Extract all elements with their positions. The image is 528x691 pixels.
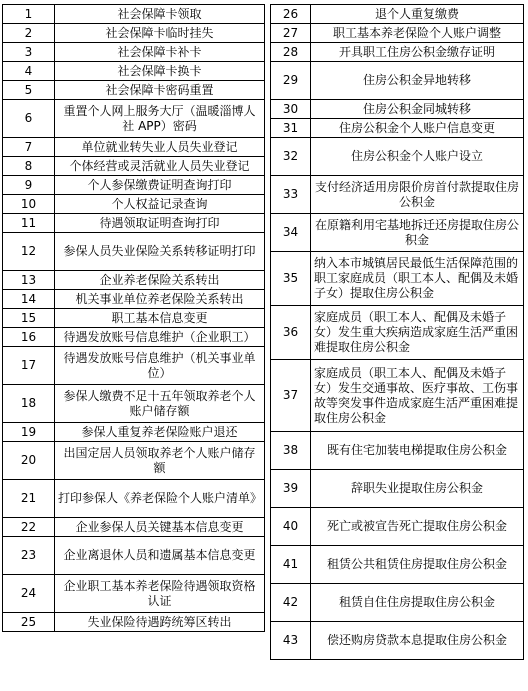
service-item: 支付经济适用房限价房首付款提取住房公积金 — [311, 176, 524, 214]
service-item: 住房公积金个人账户设立 — [311, 138, 524, 176]
table-row — [3, 214, 265, 233]
row-number: 1 — [3, 5, 55, 24]
row-number: 16 — [3, 328, 55, 347]
table-row — [3, 575, 265, 613]
row-number: 37 — [271, 360, 311, 432]
table-row — [3, 43, 265, 62]
table-row — [271, 432, 524, 470]
service-item: 职工基本信息变更 — [55, 309, 265, 328]
service-item: 既有住宅加装电梯提取住房公积金 — [311, 432, 524, 470]
service-item: 待遇领取证明查询打印 — [55, 214, 265, 233]
row-number: 7 — [3, 138, 55, 157]
row-number: 8 — [3, 157, 55, 176]
service-item: 企业养老保险关系转出 — [55, 271, 265, 290]
row-number: 18 — [3, 385, 55, 423]
row-number: 29 — [271, 62, 311, 100]
table-row — [3, 233, 265, 271]
row-number: 9 — [3, 176, 55, 195]
table-row — [3, 138, 265, 157]
table-row — [3, 62, 265, 81]
table-row — [3, 518, 265, 537]
row-number: 3 — [3, 43, 55, 62]
row-number: 25 — [3, 613, 55, 632]
table-row — [3, 5, 265, 24]
table-row — [271, 584, 524, 622]
service-item: 辞职失业提取住房公积金 — [311, 470, 524, 508]
service-item: 个人权益记录查询 — [55, 195, 265, 214]
row-number: 22 — [3, 518, 55, 537]
service-item: 家庭成员（职工本人、配偶及未婚子女）发生交通事故、医疗事故、工伤事故等突发事件造成家庭生活严重困难提取住房公积金 — [311, 360, 524, 432]
row-number: 32 — [271, 138, 311, 176]
table-row — [271, 62, 524, 100]
service-item: 参保人重复养老保险账户退还 — [55, 423, 265, 442]
service-item: 开具职工住房公积金缴存证明 — [311, 43, 524, 62]
row-number: 2 — [3, 24, 55, 43]
service-item: 社会保障卡补卡 — [55, 43, 265, 62]
row-number: 17 — [3, 347, 55, 385]
service-item: 社会保障卡领取 — [55, 5, 265, 24]
service-item: 纳入本市城镇居民最低生活保障范围的职工家庭成员（职工本人、配偶及未婚子女）提取住房公积金 — [311, 252, 524, 306]
table-row — [271, 360, 524, 432]
table-row — [3, 385, 265, 423]
service-item: 个体经营或灵活就业人员失业登记 — [55, 157, 265, 176]
row-number: 39 — [271, 470, 311, 508]
table-row — [3, 309, 265, 328]
row-number: 42 — [271, 584, 311, 622]
service-item: 参保人员失业保险关系转移证明打印 — [55, 233, 265, 271]
row-number: 28 — [271, 43, 311, 62]
right-table-body — [271, 5, 524, 660]
table-row — [3, 195, 265, 214]
table-row — [3, 480, 265, 518]
table-row — [271, 508, 524, 546]
row-number: 36 — [271, 306, 311, 360]
row-number: 26 — [271, 5, 311, 24]
table-row — [3, 157, 265, 176]
row-number: 10 — [3, 195, 55, 214]
row-number: 43 — [271, 622, 311, 660]
table-row — [3, 24, 265, 43]
table-row — [3, 271, 265, 290]
service-item: 住房公积金个人账户信息变更 — [311, 119, 524, 138]
table-row — [271, 43, 524, 62]
row-number: 23 — [3, 537, 55, 575]
row-number: 15 — [3, 309, 55, 328]
table-row — [3, 537, 265, 575]
table-row — [271, 252, 524, 306]
service-item: 企业职工基本养老保险待遇领取资格认证 — [55, 575, 265, 613]
table-row — [271, 119, 524, 138]
service-item: 待遇发放账号信息维护（企业职工） — [55, 328, 265, 347]
service-item: 机关事业单位养老保险关系转出 — [55, 290, 265, 309]
row-number: 35 — [271, 252, 311, 306]
row-number: 21 — [3, 480, 55, 518]
table-row — [271, 306, 524, 360]
service-item: 住房公积金异地转移 — [311, 62, 524, 100]
service-item: 社会保障卡密码重置 — [55, 81, 265, 100]
table-row — [3, 613, 265, 632]
row-number: 24 — [3, 575, 55, 613]
row-number: 38 — [271, 432, 311, 470]
table-row — [271, 5, 524, 24]
service-table-left — [2, 4, 265, 632]
service-item: 职工基本养老保险个人账户调整 — [311, 24, 524, 43]
row-number: 41 — [271, 546, 311, 584]
row-number: 40 — [271, 508, 311, 546]
service-item: 出国定居人员领取养老个人账户储存额 — [55, 442, 265, 480]
service-item: 租赁自住住房提取住房公积金 — [311, 584, 524, 622]
row-number: 11 — [3, 214, 55, 233]
table-row — [271, 546, 524, 584]
table-row — [271, 214, 524, 252]
service-item: 失业保险待遇跨统筹区转出 — [55, 613, 265, 632]
row-number: 31 — [271, 119, 311, 138]
service-item: 待遇发放账号信息维护（机关事业单位） — [55, 347, 265, 385]
table-row — [3, 100, 265, 138]
service-item: 参保人缴费不足十五年领取养老个人账户储存额 — [55, 385, 265, 423]
row-number: 20 — [3, 442, 55, 480]
row-number: 6 — [3, 100, 55, 138]
service-item: 重置个人网上服务大厅（温暖淄博人社 APP）密码 — [55, 100, 265, 138]
service-item: 住房公积金同城转移 — [311, 100, 524, 119]
service-table-right — [270, 4, 524, 660]
row-number: 13 — [3, 271, 55, 290]
service-item: 在原籍利用宅基地拆迁还房提取住房公积金 — [311, 214, 524, 252]
table-row — [3, 81, 265, 100]
row-number: 34 — [271, 214, 311, 252]
table-row — [271, 24, 524, 43]
table-row — [3, 442, 265, 480]
left-table-body — [3, 5, 265, 632]
table-row — [271, 470, 524, 508]
service-item: 租赁公共租赁住房提取住房公积金 — [311, 546, 524, 584]
row-number: 19 — [3, 423, 55, 442]
table-row — [3, 347, 265, 385]
row-number: 5 — [3, 81, 55, 100]
row-number: 4 — [3, 62, 55, 81]
table-row — [271, 176, 524, 214]
service-item: 死亡或被宣告死亡提取住房公积金 — [311, 508, 524, 546]
service-item: 社会保障卡临时挂失 — [55, 24, 265, 43]
table-row — [271, 138, 524, 176]
row-number: 27 — [271, 24, 311, 43]
service-item: 个人参保缴费证明查询打印 — [55, 176, 265, 195]
service-item: 退个人重复缴费 — [311, 5, 524, 24]
service-item: 社会保障卡换卡 — [55, 62, 265, 81]
table-row — [271, 100, 524, 119]
table-row — [271, 622, 524, 660]
row-number: 30 — [271, 100, 311, 119]
service-item: 企业参保人员关键基本信息变更 — [55, 518, 265, 537]
table-row — [3, 290, 265, 309]
table-row — [3, 176, 265, 195]
table-row — [3, 423, 265, 442]
row-number: 12 — [3, 233, 55, 271]
row-number: 33 — [271, 176, 311, 214]
service-item: 企业离退休人员和遗属基本信息变更 — [55, 537, 265, 575]
service-item: 偿还购房贷款本息提取住房公积金 — [311, 622, 524, 660]
table-row — [3, 328, 265, 347]
row-number: 14 — [3, 290, 55, 309]
service-item: 打印参保人《养老保险个人账户清单》 — [55, 480, 265, 518]
service-item: 单位就业转失业人员失业登记 — [55, 138, 265, 157]
service-item: 家庭成员（职工本人、配偶及未婚子女）发生重大疾病造成家庭生活严重困难提取住房公积金 — [311, 306, 524, 360]
